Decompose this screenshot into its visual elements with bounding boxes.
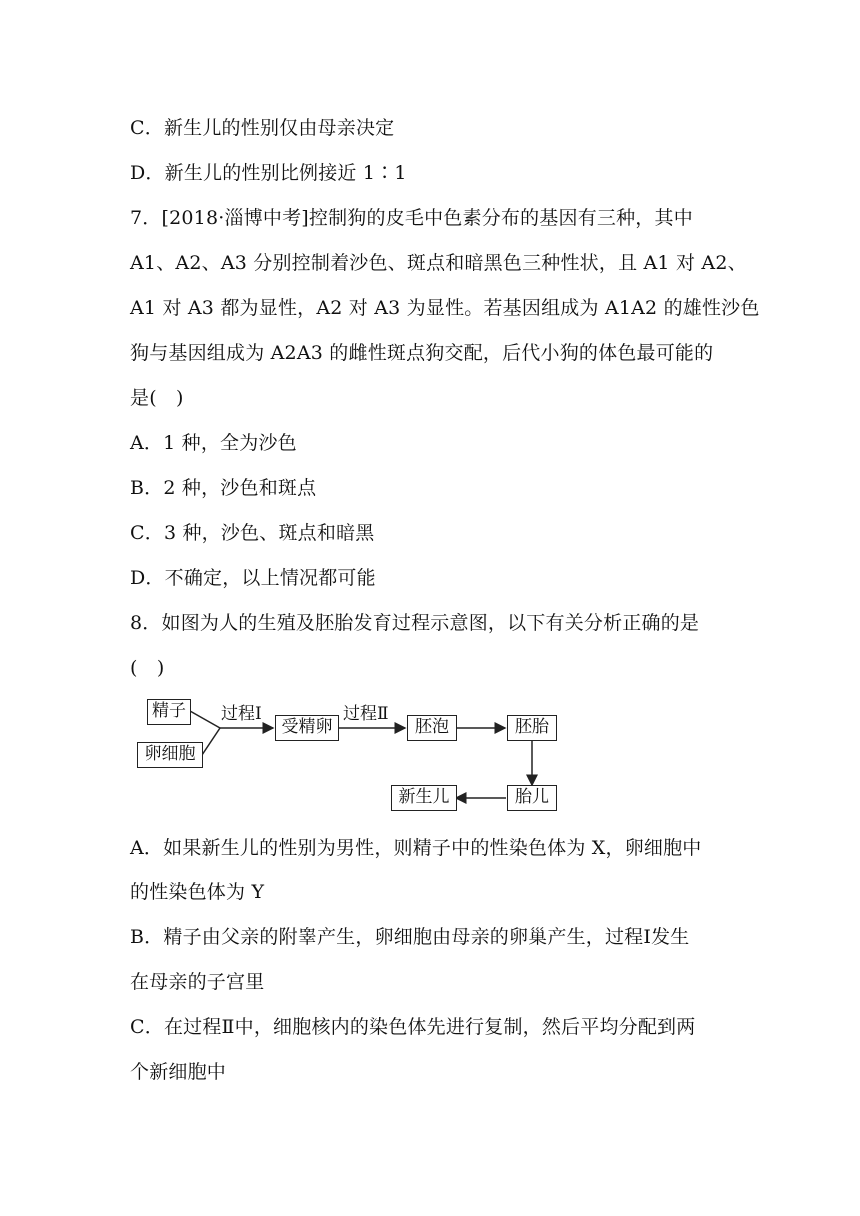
option-a-q8-line-2: 的性染色体为 Y — [130, 881, 265, 903]
newborn-box: 新生儿 — [391, 785, 457, 811]
sperm-connector — [190, 711, 220, 728]
option-c-q8-line-1: C．在过程Ⅱ中，细胞核内的染色体先进行复制，然后平均分配到两 — [130, 1016, 696, 1038]
option-d-q6: D．新生儿的性别比例接近 1∶1 — [130, 162, 407, 184]
option-b-q7: B．2 种，沙色和斑点 — [130, 477, 317, 499]
option-d-q7: D．不确定，以上情况都可能 — [130, 567, 376, 589]
option-b-q8-line-2: 在母亲的子宫里 — [130, 971, 265, 993]
option-c-q8-line-2: 个新细胞中 — [130, 1061, 227, 1083]
blastocyst-box: 胚泡 — [407, 715, 457, 741]
option-c-q7: C．3 种，沙色、斑点和暗黑 — [130, 522, 375, 544]
question-8-line-1: 8．如图为人的生殖及胚胎发育过程示意图，以下有关分析正确的是 — [130, 612, 700, 634]
sperm-box: 精子 — [147, 699, 191, 725]
process-1-label: 过程Ⅰ — [221, 704, 262, 724]
egg-box: 卵细胞 — [137, 742, 203, 768]
question-7-line-3: A1 对 A3 都为显性，A2 对 A3 为显性。若基因组成为 A1A2 的雄性沙色 — [130, 297, 760, 319]
option-a-q8-line-1: A．如果新生儿的性别为男性，则精子中的性染色体为 X，卵细胞中 — [130, 837, 702, 859]
option-c-q6: C．新生儿的性别仅由母亲决定 — [130, 117, 395, 139]
option-b-q8-line-1: B．精子由父亲的附睾产生，卵细胞由母亲的卵巢产生，过程Ⅰ发生 — [130, 926, 690, 948]
zygote-box: 受精卵 — [275, 715, 339, 741]
fetus-box: 胎儿 — [507, 785, 557, 811]
question-7-line-2: A1、A2、A3 分别控制着沙色、斑点和暗黑色三种性状，且 A1 对 A2、 — [130, 252, 747, 274]
question-7-line-1: 7．[2018·淄博中考]控制狗的皮毛中色素分布的基因有三种，其中 — [130, 207, 693, 229]
option-a-q7: A．1 种，全为沙色 — [130, 432, 297, 454]
reproduction-flow-diagram — [130, 690, 600, 820]
process-2-label: 过程Ⅱ — [343, 704, 389, 724]
embryo-box: 胚胎 — [507, 715, 557, 741]
question-7-line-5: 是( ) — [130, 387, 184, 409]
question-8-line-2: ( ) — [130, 657, 165, 679]
egg-connector — [202, 728, 220, 755]
question-7-line-4: 狗与基因组成为 A2A3 的雌性斑点狗交配，后代小狗的体色最可能的 — [130, 342, 714, 364]
